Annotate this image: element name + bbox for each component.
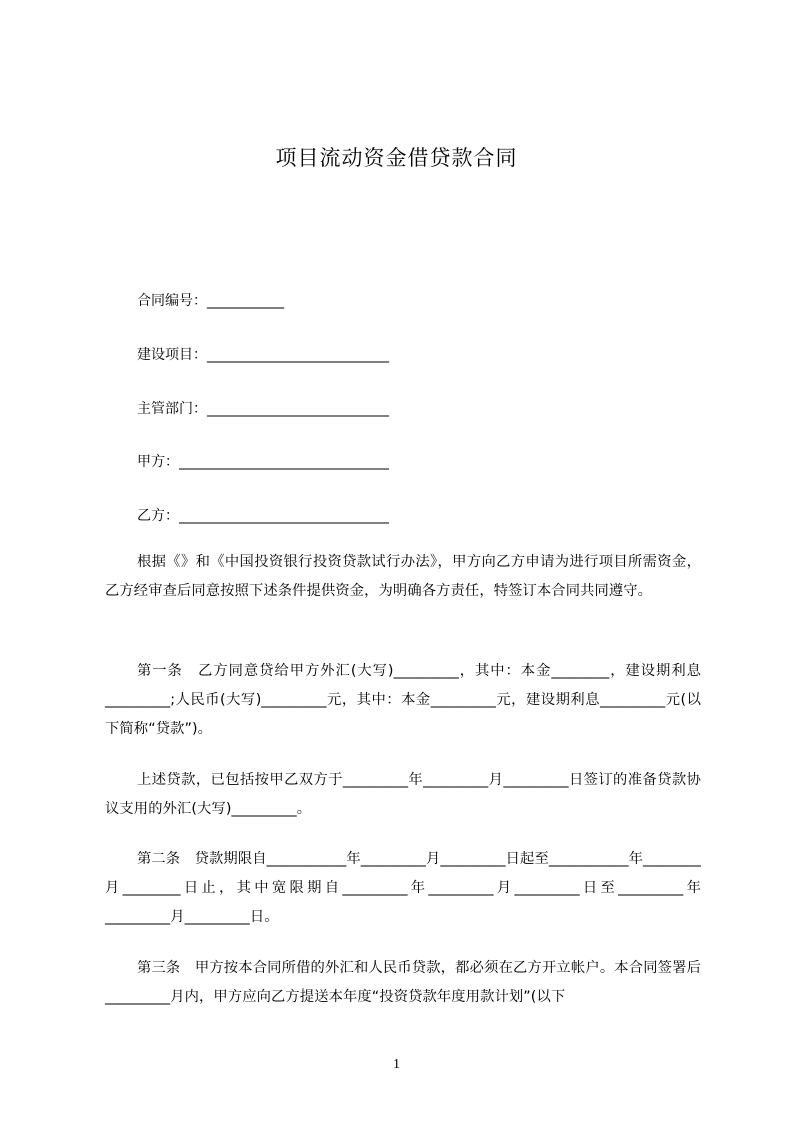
document-title: 项目流动资金借贷款合同	[275, 146, 518, 170]
article-2-paragraph: 第二条 贷款期限自___________年_________月_________日起至___________年________月________日止，其中宽限期自_________年_________月_________日至_________年_________月_________日。	[105, 851, 701, 925]
supervising-department-blank: __________________________	[207, 401, 389, 417]
party-b-label: 乙方：	[137, 508, 179, 524]
party-b-field	[137, 506, 389, 526]
contract-number-blank: ___________	[207, 293, 284, 309]
supervising-department-label: 主管部门：	[137, 401, 207, 417]
construction-project-blank: __________________________	[207, 347, 389, 363]
supervising-department-field	[137, 399, 389, 419]
party-b-blank: ______________________________	[179, 508, 389, 524]
preamble-paragraph: 根据《》和《中国投资银行投资贷款试行办法》，甲方向乙方申请为进行项目所需资金，乙方经审查后同意按照下述条件提供资金，为明确各方责任，特签订本合同共同遵守。	[105, 554, 701, 599]
construction-project-label: 建设项目：	[137, 347, 207, 363]
page-number: 1	[393, 1057, 400, 1072]
party-a-blank: ______________________________	[179, 454, 389, 470]
article-1-supplement-paragraph: 上述贷款，已包括按甲乙双方于_________年_________月_________日签订的准备贷款协议支用的外汇(大写)_________。	[105, 772, 701, 817]
construction-project-field	[137, 345, 389, 365]
article-1-paragraph: 第一条 乙方同意贷给甲方外汇(大写)_________，其中：本金________，建设期利息_________;人民币(大写)_________元，其中：本金_________元，建设期利息_________元(以下简称“贷款”)。	[105, 663, 701, 737]
party-a-field	[137, 452, 389, 472]
article-3-paragraph: 第三条 甲方按本合同所借的外汇和人民币贷款，都必须在乙方开立帐户。本合同签署后_________月内，甲方应向乙方提送本年度“投资贷款年度用款计划”(以下	[105, 960, 701, 1005]
party-a-label: 甲方：	[137, 454, 179, 470]
contract-number-field	[137, 291, 284, 311]
contract-number-label: 合同编号：	[137, 293, 207, 309]
